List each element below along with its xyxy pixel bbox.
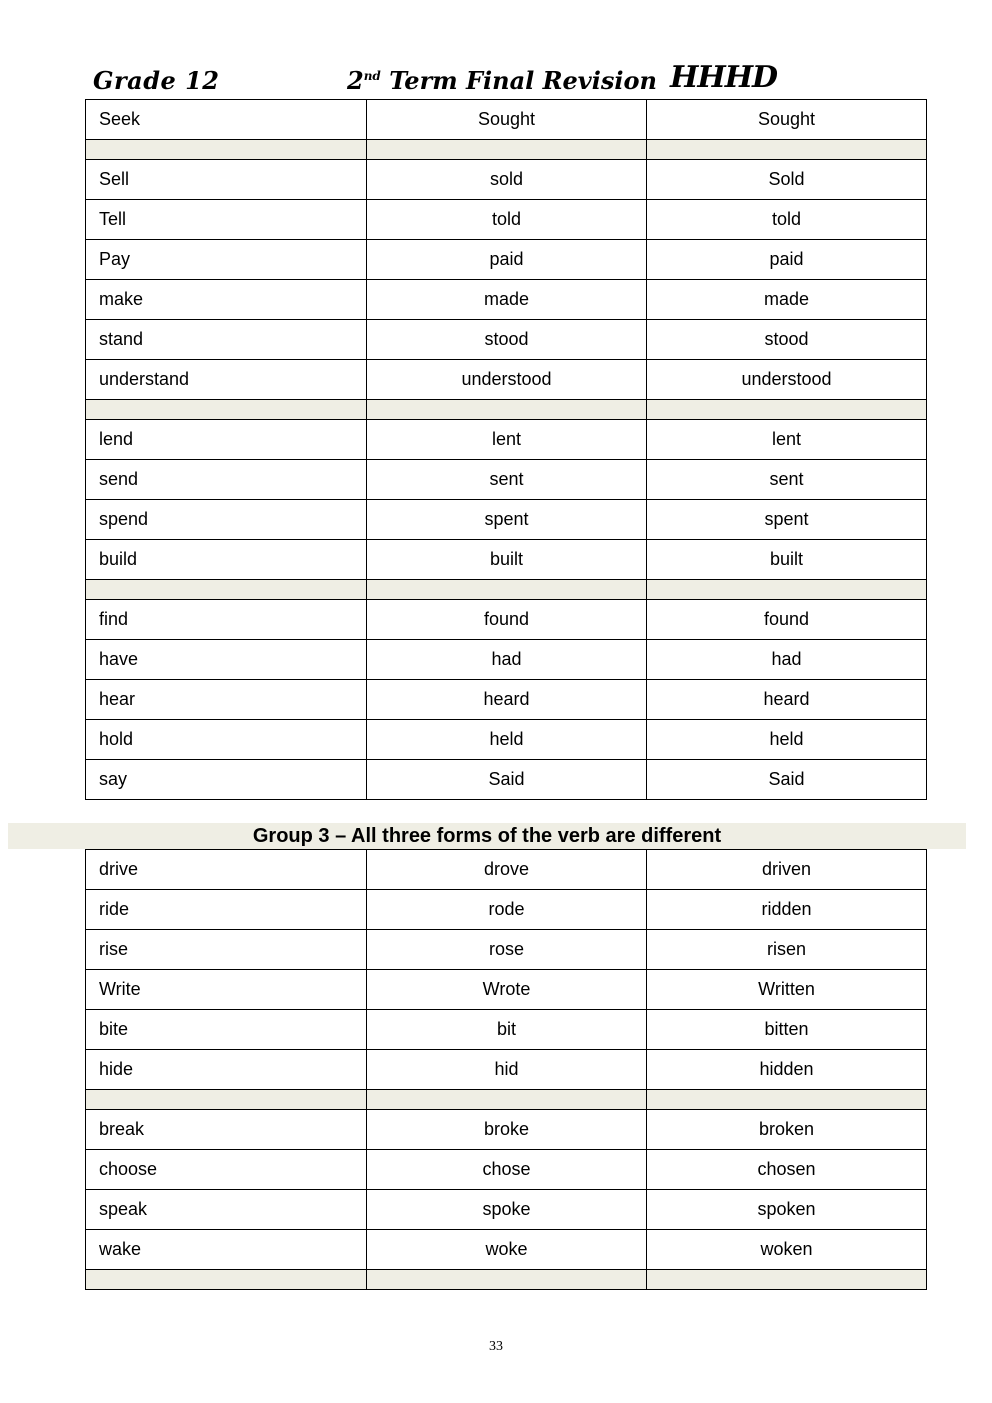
past-participle-cell: had xyxy=(647,640,927,680)
base-form-cell: Sell xyxy=(86,160,367,200)
verb-table-top-body xyxy=(86,100,927,800)
past-participle-cell: bitten xyxy=(647,1010,927,1050)
past-participle-cell: Written xyxy=(647,970,927,1010)
past-participle-cell: broken xyxy=(647,1110,927,1150)
past-simple-cell: bit xyxy=(367,1010,647,1050)
page-number: 33 xyxy=(489,1339,503,1354)
past-participle-cell: spent xyxy=(647,500,927,540)
past-participle-cell: built xyxy=(647,540,927,580)
base-form-cell: build xyxy=(86,540,367,580)
verb-row xyxy=(86,420,927,460)
base-form-cell: hold xyxy=(86,720,367,760)
past-simple-cell: lent xyxy=(367,420,647,460)
verb-row xyxy=(86,540,927,580)
past-simple-cell: woke xyxy=(367,1230,647,1270)
past-simple-cell: spoke xyxy=(367,1190,647,1230)
past-participle-cell: spoken xyxy=(647,1190,927,1230)
base-form-cell: have xyxy=(86,640,367,680)
past-participle-cell: Said xyxy=(647,760,927,800)
spacer-cell xyxy=(367,1090,647,1110)
past-simple-cell: held xyxy=(367,720,647,760)
base-form-cell: say xyxy=(86,760,367,800)
spacer-cell xyxy=(647,1090,927,1110)
spacer-cell xyxy=(367,580,647,600)
past-simple-cell: broke xyxy=(367,1110,647,1150)
past-participle-cell: chosen xyxy=(647,1150,927,1190)
verb-row xyxy=(86,360,927,400)
past-participle-cell: Sold xyxy=(647,160,927,200)
group3-heading: Group 3 – All three forms of the verb are different xyxy=(8,823,966,849)
base-form-cell: spend xyxy=(86,500,367,540)
verb-row xyxy=(86,760,927,800)
term-label xyxy=(347,66,657,95)
past-simple-cell: heard xyxy=(367,680,647,720)
past-participle-cell: risen xyxy=(647,930,927,970)
spacer-row xyxy=(86,140,927,160)
past-participle-cell: made xyxy=(647,280,927,320)
base-form-cell: wake xyxy=(86,1230,367,1270)
verb-row xyxy=(86,240,927,280)
verb-row xyxy=(86,100,927,140)
verb-row xyxy=(86,850,927,890)
past-simple-cell: sold xyxy=(367,160,647,200)
term-suffix: nd xyxy=(363,69,381,83)
base-form-cell: rise xyxy=(86,930,367,970)
past-simple-cell: spent xyxy=(367,500,647,540)
past-simple-cell: rode xyxy=(367,890,647,930)
past-participle-cell: stood xyxy=(647,320,927,360)
verb-row xyxy=(86,640,927,680)
base-form-cell: Seek xyxy=(86,100,367,140)
past-participle-cell: paid xyxy=(647,240,927,280)
verb-row xyxy=(86,890,927,930)
past-simple-cell: Wrote xyxy=(367,970,647,1010)
spacer-row xyxy=(86,1270,927,1290)
past-simple-cell: Sought xyxy=(367,100,647,140)
spacer-row xyxy=(86,1090,927,1110)
base-form-cell: understand xyxy=(86,360,367,400)
spacer-cell xyxy=(86,1090,367,1110)
verb-row xyxy=(86,720,927,760)
base-form-cell: send xyxy=(86,460,367,500)
past-participle-cell: hidden xyxy=(647,1050,927,1090)
spacer-cell xyxy=(647,400,927,420)
base-form-cell: speak xyxy=(86,1190,367,1230)
verb-row xyxy=(86,500,927,540)
verb-row xyxy=(86,1110,927,1150)
verb-row xyxy=(86,1150,927,1190)
spacer-row xyxy=(86,400,927,420)
past-participle-cell: driven xyxy=(647,850,927,890)
grade-label: Grade 12 xyxy=(93,66,220,95)
past-simple-cell: found xyxy=(367,600,647,640)
past-simple-cell: had xyxy=(367,640,647,680)
past-participle-cell: told xyxy=(647,200,927,240)
verb-row xyxy=(86,680,927,720)
base-form-cell: lend xyxy=(86,420,367,460)
verb-row xyxy=(86,970,927,1010)
past-simple-cell: told xyxy=(367,200,647,240)
spacer-cell xyxy=(367,1270,647,1290)
past-simple-cell: hid xyxy=(367,1050,647,1090)
base-form-cell: find xyxy=(86,600,367,640)
verb-row xyxy=(86,460,927,500)
spacer-cell xyxy=(647,1270,927,1290)
base-form-cell: break xyxy=(86,1110,367,1150)
verb-row xyxy=(86,160,927,200)
spacer-cell xyxy=(367,140,647,160)
term-ordinal: 2 xyxy=(347,66,364,95)
verb-row xyxy=(86,320,927,360)
past-simple-cell: Said xyxy=(367,760,647,800)
past-simple-cell: sent xyxy=(367,460,647,500)
verb-row xyxy=(86,1050,927,1090)
past-participle-cell: held xyxy=(647,720,927,760)
base-form-cell: ride xyxy=(86,890,367,930)
past-participle-cell: heard xyxy=(647,680,927,720)
spacer-cell xyxy=(647,580,927,600)
base-form-cell: Write xyxy=(86,970,367,1010)
past-participle-cell: Sought xyxy=(647,100,927,140)
base-form-cell: bite xyxy=(86,1010,367,1050)
verb-table-bottom xyxy=(85,849,927,1290)
page-header xyxy=(0,58,992,98)
past-simple-cell: paid xyxy=(367,240,647,280)
base-form-cell: hide xyxy=(86,1050,367,1090)
past-participle-cell: sent xyxy=(647,460,927,500)
verb-row xyxy=(86,1190,927,1230)
verb-row xyxy=(86,280,927,320)
verb-table-top xyxy=(85,99,927,800)
past-participle-cell: understood xyxy=(647,360,927,400)
past-simple-cell: built xyxy=(367,540,647,580)
past-participle-cell: woken xyxy=(647,1230,927,1270)
spacer-cell xyxy=(367,400,647,420)
base-form-cell: choose xyxy=(86,1150,367,1190)
base-form-cell: drive xyxy=(86,850,367,890)
past-simple-cell: understood xyxy=(367,360,647,400)
spacer-cell xyxy=(647,140,927,160)
spacer-cell xyxy=(86,140,367,160)
verb-row xyxy=(86,1230,927,1270)
school-label: HHHD xyxy=(670,60,778,95)
base-form-cell: hear xyxy=(86,680,367,720)
past-simple-cell: stood xyxy=(367,320,647,360)
past-participle-cell: found xyxy=(647,600,927,640)
spacer-cell xyxy=(86,1270,367,1290)
past-participle-cell: ridden xyxy=(647,890,927,930)
past-simple-cell: rose xyxy=(367,930,647,970)
spacer-cell xyxy=(86,580,367,600)
past-simple-cell: made xyxy=(367,280,647,320)
base-form-cell: stand xyxy=(86,320,367,360)
past-simple-cell: chose xyxy=(367,1150,647,1190)
past-participle-cell: lent xyxy=(647,420,927,460)
past-simple-cell: drove xyxy=(367,850,647,890)
verb-row xyxy=(86,1010,927,1050)
verb-row xyxy=(86,200,927,240)
spacer-row xyxy=(86,580,927,600)
term-text: Term Final Revision xyxy=(389,66,657,95)
base-form-cell: Pay xyxy=(86,240,367,280)
spacer-cell xyxy=(86,400,367,420)
verb-row xyxy=(86,600,927,640)
base-form-cell: make xyxy=(86,280,367,320)
verb-table-bottom-body xyxy=(86,850,927,1290)
verb-row xyxy=(86,930,927,970)
base-form-cell: Tell xyxy=(86,200,367,240)
